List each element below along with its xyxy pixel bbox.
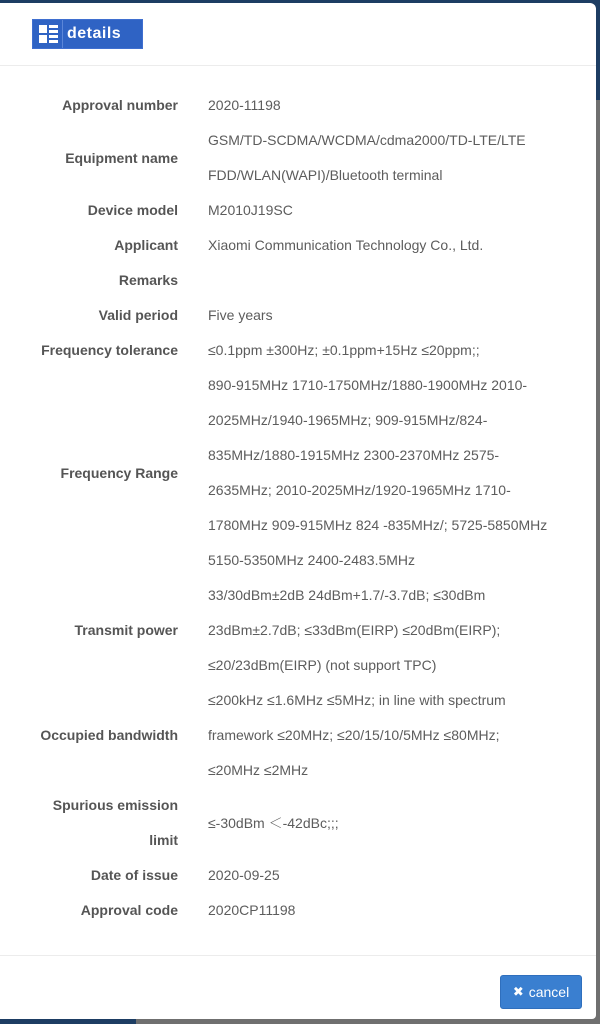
- detail-label-line: Frequency tolerance: [41, 342, 178, 358]
- detail-row: [0, 578, 596, 683]
- detail-value-line: [208, 263, 568, 298]
- detail-value: [208, 858, 568, 893]
- detail-value: [208, 123, 568, 193]
- modal-title: details: [67, 25, 122, 42]
- close-icon: ✖: [512, 984, 524, 999]
- detail-value-line: 2020-11198: [208, 97, 281, 113]
- detail-label: [0, 333, 178, 368]
- detail-row: [0, 683, 596, 788]
- detail-row: [0, 298, 596, 333]
- detail-row: [0, 858, 596, 893]
- detail-label: [0, 141, 178, 176]
- modal-header: [0, 3, 596, 66]
- detail-value-line: framework ≤20MHz; ≤20/15/10/5MHz ≤80MHz;: [208, 727, 500, 743]
- detail-value-line: 2025MHz/1940-1965MHz; 909-915MHz/824-: [208, 412, 488, 428]
- detail-value-line: M2010J19SC: [208, 202, 293, 218]
- detail-label-line: Applicant: [114, 237, 178, 253]
- modal-title-badge: [32, 19, 143, 49]
- detail-value: [208, 228, 568, 263]
- detail-value-line: ≤20MHz ≤2MHz: [208, 762, 309, 778]
- detail-value-line: ≤20/23dBm(EIRP) (not support TPC): [208, 657, 437, 673]
- detail-value: [208, 193, 568, 228]
- detail-value-line: ≤-30dBm ＜-42dBc;;;: [208, 814, 339, 831]
- detail-label: [0, 718, 178, 753]
- detail-value-line: Xiaomi Communication Technology Co., Ltd.: [208, 237, 484, 253]
- detail-label: [0, 88, 178, 123]
- detail-value-line: ≤200kHz ≤1.6MHz ≤5MHz; in line with spectrum: [208, 692, 506, 708]
- details-list: [0, 88, 596, 928]
- detail-value-line: GSM/TD-SCDMA/WCDMA/cdma2000/TD-LTE/LTE: [208, 132, 526, 148]
- detail-label-line: Approval code: [80, 902, 178, 918]
- detail-label: [0, 613, 178, 648]
- detail-row: [0, 193, 596, 228]
- detail-label-line: Spurious emission: [52, 797, 178, 813]
- detail-value-line: 2635MHz; 2010-2025MHz/1920-1965MHz 1710-: [208, 482, 511, 498]
- detail-value-line: 23dBm±2.7dB; ≤33dBm(EIRP) ≤20dBm(EIRP);: [208, 622, 501, 638]
- detail-label-line: Equipment name: [65, 149, 178, 166]
- detail-value-line: 2020CP11198: [208, 902, 296, 918]
- detail-value: [208, 88, 568, 123]
- detail-label-line: Transmit power: [74, 622, 178, 638]
- detail-label: [0, 193, 178, 228]
- detail-label-line: Remarks: [118, 272, 178, 288]
- detail-value-line: 835MHz/1880-1915MHz 2300-2370MHz 2575-: [208, 447, 500, 463]
- detail-label: [0, 228, 178, 263]
- detail-value: [208, 298, 568, 333]
- detail-label-line: limit: [149, 832, 178, 848]
- detail-value-line: 1780MHz 909-915MHz 824 -835MHz/; 5725-5850MHz: [208, 517, 548, 533]
- detail-row: [0, 893, 596, 928]
- detail-value-line: FDD/WLAN(WAPI)/Bluetooth terminal: [208, 167, 443, 183]
- detail-value: [208, 333, 568, 368]
- detail-row: [0, 123, 596, 193]
- cancel-button[interactable]: [500, 975, 582, 1009]
- detail-label: [0, 788, 178, 858]
- detail-label-line: Frequency Range: [60, 464, 178, 481]
- detail-value-line: 5150-5350MHz 2400-2483.5MHz: [208, 552, 416, 568]
- detail-row: [0, 368, 596, 578]
- detail-value: [208, 806, 568, 841]
- detail-row: [0, 788, 596, 858]
- detail-row: [0, 333, 596, 368]
- cancel-label: cancel: [528, 984, 570, 1000]
- detail-label-line: Date of issue: [90, 867, 178, 883]
- detail-row: [0, 263, 596, 298]
- detail-value-line: 33/30dBm±2dB 24dBm+1.7/-3.7dB; ≤30dBm: [208, 587, 486, 603]
- detail-value-line: 2020-09-25: [208, 867, 280, 883]
- detail-value-line: 890-915MHz 1710-1750MHz/1880-1900MHz 2010-: [208, 377, 528, 393]
- detail-label: [0, 893, 178, 928]
- detail-value-line: ≤0.1ppm ±300Hz; ±0.1ppm+15Hz ≤20ppm;;: [208, 342, 480, 358]
- detail-label-line: Valid period: [98, 307, 178, 323]
- detail-label: [0, 456, 178, 491]
- detail-label-line: Device model: [87, 202, 178, 218]
- detail-row: [0, 228, 596, 263]
- detail-value: [208, 683, 568, 788]
- detail-label: [0, 263, 178, 298]
- detail-label: [0, 858, 178, 893]
- detail-label-line: Occupied bandwidth: [40, 727, 178, 743]
- detail-value-line: Five years: [208, 307, 273, 323]
- detail-value: [208, 893, 568, 928]
- details-modal: [0, 3, 596, 1019]
- detail-row: [0, 88, 596, 123]
- detail-value: [208, 578, 568, 683]
- detail-label-line: Approval number: [62, 97, 178, 113]
- detail-value: [208, 263, 568, 298]
- detail-value: [208, 368, 568, 578]
- list-details-icon: [37, 20, 63, 48]
- detail-label: [0, 298, 178, 333]
- modal-footer: [0, 955, 596, 1020]
